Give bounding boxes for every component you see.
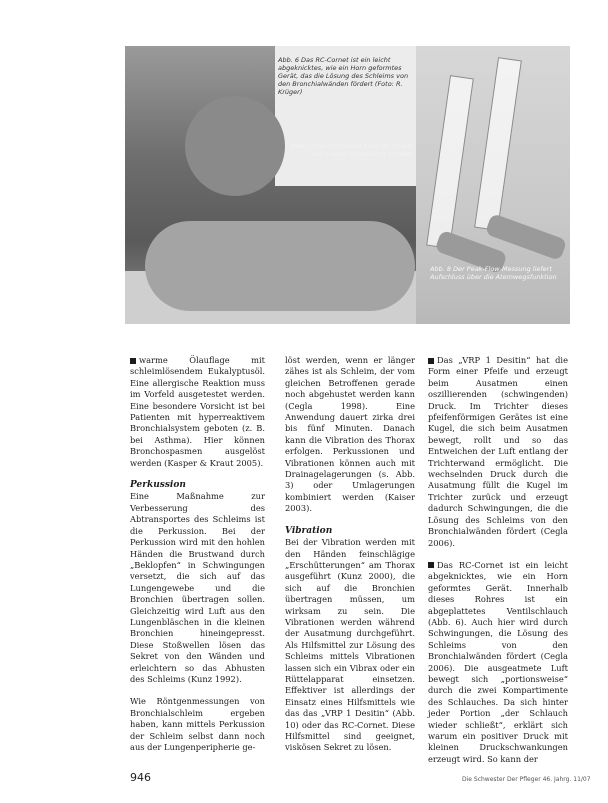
figure-photo-peakflow	[416, 46, 570, 324]
bullet-square-icon	[428, 562, 434, 568]
text-column-1	[130, 355, 265, 764]
paragraph: Das „VRP 1 Desitin“ hat die Form einer Pfeife und erzeugt beim Ausatmen einen oszillierenden (schwingenden) Druck. Im Trichter dieses pfeifenförmigen Gerätes ist eine Kugel, die sich beim Ausatmen bewegt, rollt und so das Entweichen der Luft entlang der Trichterwand ermöglicht. Die wechselnden Druck durch die Ausatmung füllt die Kugel im Trichter zurück und erzeugt dadurch Schwingungen, die die Lösung des Schleims von den Bronchialwänden fördert (Cegla 2006).	[428, 355, 568, 548]
photo-man-with-cornet	[185, 96, 285, 196]
page-number: 946	[130, 771, 151, 784]
paragraph: Wie Röntgenmessungen von Bronchialschleim ergeben haben, kann mittels Perkussion der Schleim selbst dann noch aus der Lungenperipherie ge-	[130, 696, 265, 752]
figure-caption-7: Abb. 7 Das RC-Cornet kann im Sitzen und Liegen angewandt werden	[290, 142, 412, 158]
paragraph: warme Ölauflage mit schleimlösendem Eukalyptusöl. Eine allergische Reaktion muss im Vorfeld ausgetestet werden. Eine besondere Vorsicht ist bei Patienten mit hyperreaktivem Bronchialsystem geboten (z. B. bei Asthma). Hier können Bronchospasmen ausgelöst werden (Kasper & Kraut 2005).	[130, 355, 265, 468]
paragraph: Das RC-Cornet ist ein leicht abgeknicktes, wie ein Horn geformtes Gerät. Innerhalb dieses Rohres ist ein abgeplattetes Ventilschlauch (Abb. 6). Auch hier wird durch Schwingungen, die Lösung des Schleims von den Bronchialwänden fördert (Cegla 2006). Die ausgeatmete Luft bewegt sich „portionsweise“ durch die zwei Kompartimente des Schlauches. Da sich hinter jeder Portion „der Schlauch wieder schließt“, erklärt sich warum ein positiver Druck mit kleinen Druckschwankungen erzeugt wird. So kann der	[428, 559, 568, 764]
figure-caption-6: Abb. 6 Das RC-Cornet ist ein leicht abgeknicktes, wie ein Horn geformtes Gerät, das die Lösung des Schleims von den Bronchialwänden fördert (Foto: R. Krüger)	[278, 56, 409, 96]
bullet-square-icon	[130, 358, 136, 364]
photo-woman-lying	[145, 221, 415, 311]
figure-caption-8: Abb. 8 Der Peak-Flow-Messung liefert Aufschluss über die Atemwegsfunktion	[430, 265, 557, 281]
text-column-3	[428, 355, 568, 776]
paragraph: Bei der Vibration werden mit den Händen feinschlägige „Erschütterungen“ am Thorax ausgeführt (Kunz 2000), die sich auf die Bronchien übertragen müssen, um wirksam zu sein. Die Vibrationen werden während der Ausatmung durchgeführt. Als Hilfsmittel zur Lösung des Schleims mittels Vibrationen lassen sich ein Vibrax oder ein Rüttelapparat einsetzen. Effektiver ist allerdings der Einsatz eines Hilfsmittels wie das das „VRP 1 Desitin“ (Abb. 10) oder das RC-Cornet. Diese Hilfsmittel sind geeignet, viskösen Sekret zu lösen.	[285, 537, 415, 753]
paragraph: löst werden, wenn er länger zähes ist als Schleim, der vom gleichen Betroffenen gerade noch abgehustet werden kann (Cegla 1998). Eine Anwendung dauert zirka drei bis fünf Minuten. Danach kann die Vibration des Thorax erfolgen. Perkussionen und Vibrationen können auch mit Drainagelagerungen (s. Abb. 3) oder Umlagerungen kombiniert werden (Kaiser 2003).	[285, 355, 415, 514]
peakflow-meter-1	[426, 75, 474, 249]
bullet-square-icon	[428, 358, 434, 364]
section-heading-perkussion: Perkussion	[130, 480, 186, 491]
journal-footer: Die Schwester Der Pfleger 46. Jahrg. 11/07	[462, 776, 591, 783]
text-column-2	[285, 355, 415, 765]
section-heading-vibration: Vibration	[285, 525, 333, 536]
peakflow-meter-2	[474, 57, 522, 231]
paragraph: Eine Maßnahme zur Verbesserung des Abtransportes des Schleims ist die Perkussion. Bei der Perkussion wird mit den hohlen Händen die Brustwand durch „Beklopfen“ in Schwingungen versetzt, die sich auf das Lungengewebe und die Bronchien übertragen sollen. Gleichzeitig wird Luft aus den Lungenbläschen in die kleinen Bronchien hineingepresst. Diese Stoßwellen lösen das Sekret von den Wänden und erleichtern so das Abhusten des Schleims (Kunz 1992).	[130, 491, 265, 684]
